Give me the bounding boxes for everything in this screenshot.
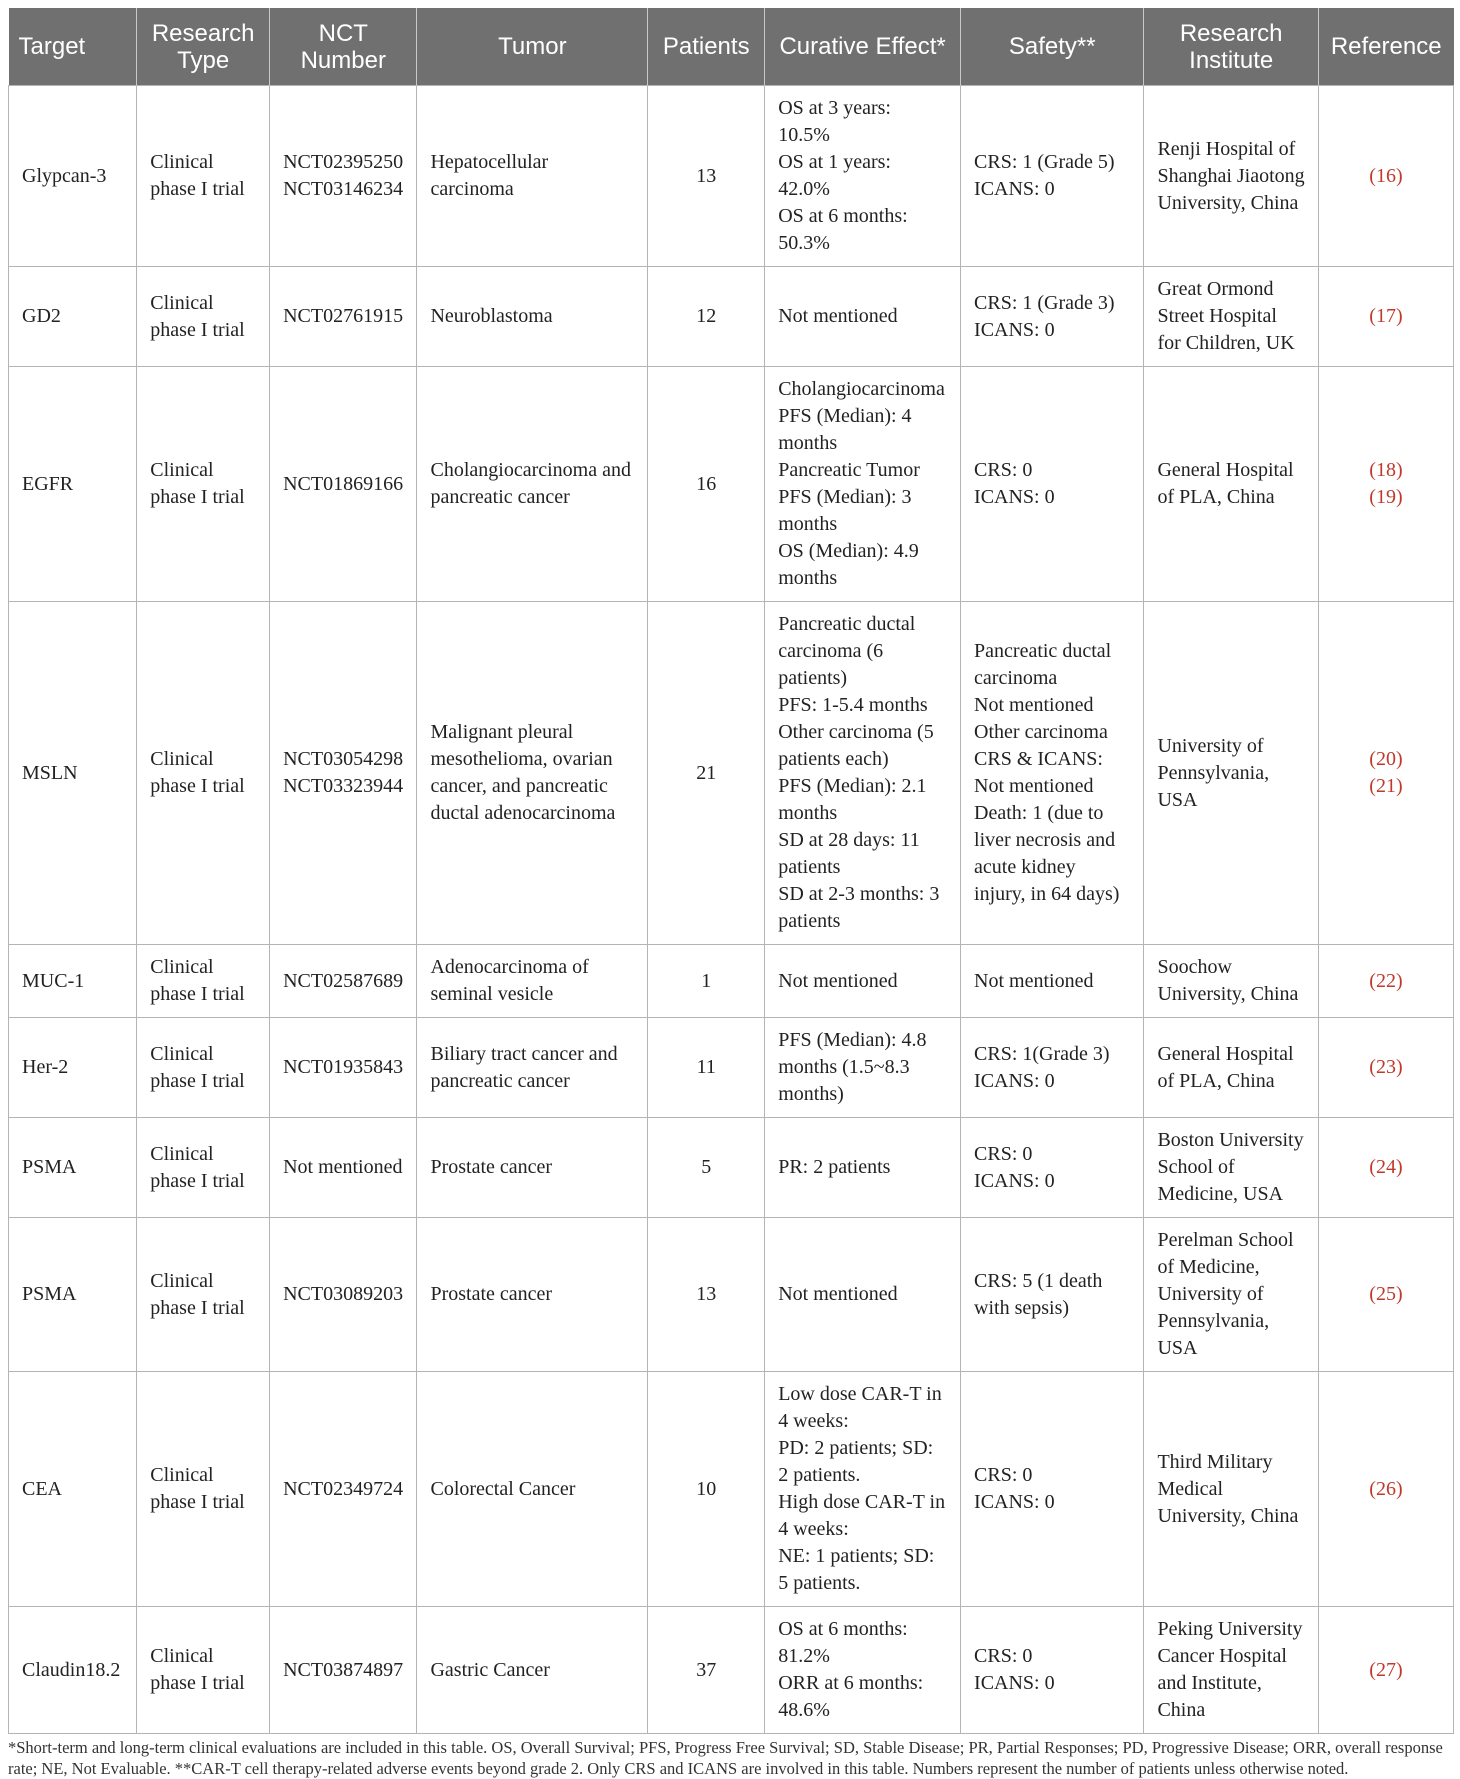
cell-safety — [961, 945, 1144, 1018]
cell-tumor-text: Hepatocellular carcinoma — [430, 151, 549, 200]
clinical-trials-table — [8, 8, 1454, 1734]
cell-patients-text: 13 — [696, 164, 717, 187]
reference-close-paren: ) — [1395, 748, 1403, 770]
cell-curative-effect — [765, 1372, 961, 1607]
cell-reference — [1318, 945, 1453, 1018]
cell-patients — [648, 1018, 765, 1118]
cell-research-type — [137, 1218, 270, 1372]
cell-patients — [648, 267, 765, 367]
cell-safety — [961, 267, 1144, 367]
cell-curative-effect-text: Low dose CAR-T in 4 weeks: PD: 2 patients; SD: 2 patients. High dose CAR-T in 4 weeks: NE: 1 patients; SD: 5 patients. — [778, 1383, 946, 1594]
reference-link[interactable] — [1332, 457, 1440, 484]
cell-target — [9, 1018, 137, 1118]
table-row — [9, 367, 1454, 602]
reference-close-paren: ) — [1395, 775, 1403, 797]
cell-patients — [648, 1118, 765, 1218]
reference-close-paren: ) — [1395, 1658, 1403, 1681]
cell-patients-text: 21 — [696, 761, 717, 784]
cell-safety-text: CRS: 0 ICANS: 0 — [974, 1142, 1055, 1192]
header-target: Target — [9, 8, 137, 86]
reference-number: 22 — [1375, 969, 1396, 992]
cell-curative-effect-text: Not mentioned — [778, 1283, 898, 1305]
cell-target — [9, 367, 137, 602]
reference-open-paren: ( — [1369, 748, 1376, 770]
cell-reference — [1318, 1607, 1453, 1734]
reference-open-paren: ( — [1369, 969, 1376, 992]
cell-target — [9, 945, 137, 1018]
cell-nct-number — [270, 1118, 417, 1218]
reference-open-paren: ( — [1369, 486, 1376, 508]
cell-curative-effect-text: Pancreatic ductal carcinoma (6 patients) PFS: 1-5.4 months Other carcinoma (5 patients each) PFS (Median): 2.1 months SD at 28 days: 11 patients SD at 2-3 months: 3 patients — [778, 613, 940, 932]
cell-safety-text: CRS: 1(Grade 3) ICANS: 0 — [974, 1042, 1110, 1092]
reference-number: 18 — [1375, 459, 1396, 481]
table-body — [9, 86, 1454, 1734]
reference-number: 17 — [1375, 305, 1396, 327]
reference-link[interactable] — [1332, 303, 1440, 330]
cell-research-type — [137, 1018, 270, 1118]
cell-research-institute-text: Third Military Medical University, China — [1157, 1450, 1299, 1527]
reference-link[interactable] — [1332, 1657, 1440, 1684]
cell-nct-number-text: NCT02395250 NCT03146234 — [283, 151, 404, 200]
cell-patients-text: 16 — [696, 472, 717, 495]
reference-close-paren: ) — [1395, 305, 1403, 327]
cell-research-institute — [1144, 86, 1318, 267]
cell-tumor — [417, 86, 648, 267]
cell-research-institute — [1144, 367, 1318, 602]
table-row — [9, 1118, 1454, 1218]
cell-patients — [648, 1218, 765, 1372]
cell-reference — [1318, 367, 1453, 602]
table-row — [9, 267, 1454, 367]
cell-curative-effect-text: PFS (Median): 4.8 months (1.5~8.3 months) — [778, 1029, 927, 1105]
table-footnote: *Short-term and long-term clinical evaluations are included in this table. OS, Overall Survival; PFS, Progress Free Survival; SD, Stable Disease; PR, Partial Responses; PD, Progressive Disease; ORR, overall response rate; NE, Not Evaluable. **CAR-T cell therapy-related adverse events beyond grade 2. Only CRS and ICANS are involved in this table. Numbers represent the number of patients unless otherwise noted. — [8, 1738, 1443, 1778]
cell-safety — [961, 1118, 1144, 1218]
reference-link[interactable] — [1332, 1154, 1440, 1181]
cell-research-institute-text: Great Ormond Street Hospital for Children, UK — [1157, 278, 1295, 354]
reference-open-paren: ( — [1369, 305, 1376, 327]
header-tumor: Tumor — [417, 8, 648, 86]
reference-number: 19 — [1375, 486, 1396, 508]
cell-research-type-text: Clinical phase I trial — [150, 151, 245, 200]
cell-nct-number — [270, 602, 417, 945]
cell-target-text: Her-2 — [22, 1056, 69, 1078]
cell-reference — [1318, 1118, 1453, 1218]
reference-open-paren: ( — [1369, 1283, 1376, 1305]
table-row — [9, 86, 1454, 267]
cell-patients-text: 10 — [696, 1477, 717, 1500]
cell-nct-number-text: NCT03054298 NCT03323944 — [283, 748, 404, 797]
cell-research-institute-text: Renji Hospital of Shanghai Jiaotong University, China — [1157, 137, 1305, 214]
cell-target — [9, 602, 137, 945]
cell-nct-number-text: NCT01935843 — [283, 1056, 404, 1078]
cell-research-type-text: Clinical phase I trial — [150, 1645, 245, 1694]
cell-curative-effect — [765, 1607, 961, 1734]
reference-link[interactable] — [1332, 163, 1440, 190]
cell-safety-text: CRS: 0 ICANS: 0 — [974, 1645, 1055, 1694]
cell-research-type — [137, 945, 270, 1018]
cell-research-type-text: Clinical phase I trial — [150, 291, 245, 341]
cell-target-text: GD2 — [22, 305, 61, 327]
reference-close-paren: ) — [1395, 459, 1403, 481]
table-row — [9, 1218, 1454, 1372]
cell-nct-number — [270, 267, 417, 367]
cell-safety-text: Pancreatic ductal carcinoma Not mentioned Other carcinoma CRS & ICANS: Not mentioned Death: 1 (due to liver necrosis and acute kidney injury, in 64 days) — [974, 640, 1120, 905]
cell-target — [9, 1118, 137, 1218]
cell-tumor-text: Cholangiocarcinoma and pancreatic cancer — [430, 459, 631, 508]
cell-target-text: Claudin18.2 — [22, 1658, 121, 1681]
cell-target — [9, 267, 137, 367]
cell-research-type — [137, 1372, 270, 1607]
cell-research-type — [137, 602, 270, 945]
cell-tumor — [417, 1018, 648, 1118]
reference-close-paren: ) — [1395, 1477, 1403, 1500]
cell-patients-text: 13 — [696, 1283, 717, 1305]
header-nct-number: NCT Number — [270, 8, 417, 86]
header-research-type: Research Type — [137, 8, 270, 86]
header-research-institute: Research Institute — [1144, 8, 1318, 86]
header-safety: Safety** — [961, 8, 1144, 86]
cell-nct-number-text: NCT02349724 — [283, 1477, 404, 1500]
cell-reference — [1318, 267, 1453, 367]
cell-patients-text: 5 — [701, 1156, 712, 1178]
cell-target-text: MUC-1 — [22, 969, 85, 992]
cell-research-institute-text: Soochow University, China — [1157, 956, 1299, 1005]
reference-close-paren: ) — [1395, 969, 1403, 992]
cell-tumor-text: Biliary tract cancer and pancreatic cancer — [430, 1042, 618, 1092]
cell-nct-number-text: NCT02587689 — [283, 969, 404, 992]
cell-tumor — [417, 1607, 648, 1734]
reference-number: 16 — [1375, 164, 1396, 187]
cell-curative-effect — [765, 1018, 961, 1118]
cell-target — [9, 1372, 137, 1607]
cell-nct-number-text: NCT01869166 — [283, 472, 404, 495]
reference-close-paren: ) — [1395, 1156, 1403, 1178]
cell-patients — [648, 602, 765, 945]
cell-research-institute-text: Perelman School of Medicine, University of Pennsylvania, USA — [1157, 1229, 1294, 1359]
cell-patients — [648, 945, 765, 1018]
cell-research-institute — [1144, 1607, 1318, 1734]
cell-tumor — [417, 1218, 648, 1372]
table-row — [9, 1018, 1454, 1118]
cell-research-type — [137, 1118, 270, 1218]
cell-safety-text: CRS: 0 ICANS: 0 — [974, 459, 1055, 508]
reference-open-paren: ( — [1369, 164, 1376, 187]
cell-safety-text: Not mentioned — [974, 969, 1094, 992]
cell-tumor-text: Malignant pleural mesothelioma, ovarian cancer, and pancreatic ductal adenocarcinoma — [430, 721, 616, 824]
cell-tumor-text: Prostate cancer — [430, 1283, 553, 1305]
cell-reference — [1318, 1018, 1453, 1118]
cell-safety-text: CRS: 1 (Grade 5) ICANS: 0 — [974, 151, 1115, 200]
cell-curative-effect — [765, 367, 961, 602]
cell-patients-text: 37 — [696, 1658, 717, 1681]
cell-research-type — [137, 367, 270, 602]
reference-link[interactable] — [1332, 484, 1440, 511]
cell-safety-text: CRS: 0 ICANS: 0 — [974, 1464, 1055, 1513]
table-row — [9, 945, 1454, 1018]
cell-target — [9, 86, 137, 267]
cell-curative-effect — [765, 267, 961, 367]
reference-number: 20 — [1375, 748, 1396, 770]
cell-tumor — [417, 1118, 648, 1218]
reference-number: 23 — [1375, 1056, 1396, 1078]
cell-research-institute — [1144, 602, 1318, 945]
reference-close-paren: ) — [1395, 486, 1403, 508]
cell-research-type-text: Clinical phase I trial — [150, 459, 245, 508]
cell-curative-effect-text: Cholangiocarcinoma PFS (Median): 4 months Pancreatic Tumor PFS (Median): 3 months OS (Median): 4.9 months — [778, 378, 945, 589]
reference-number: 27 — [1375, 1658, 1396, 1681]
cell-nct-number — [270, 86, 417, 267]
cell-research-type-text: Clinical phase I trial — [150, 748, 245, 797]
reference-close-paren: ) — [1395, 164, 1403, 187]
cell-target-text: EGFR — [22, 472, 74, 495]
cell-patients-text: 11 — [696, 1056, 716, 1078]
cell-tumor-text: Gastric Cancer — [430, 1658, 550, 1681]
cell-safety — [961, 602, 1144, 945]
header-reference: Reference — [1318, 8, 1453, 86]
cell-target-text: Glypcan-3 — [22, 164, 107, 187]
cell-research-type — [137, 1607, 270, 1734]
cell-reference — [1318, 602, 1453, 945]
cell-tumor — [417, 602, 648, 945]
cell-research-institute — [1144, 1218, 1318, 1372]
reference-link[interactable] — [1332, 968, 1440, 995]
cell-research-type — [137, 267, 270, 367]
table-header-row — [9, 8, 1454, 86]
reference-open-paren: ( — [1369, 459, 1376, 481]
cell-tumor — [417, 267, 648, 367]
table-row — [9, 1372, 1454, 1607]
header-patients: Patients — [648, 8, 765, 86]
cell-tumor-text: Prostate cancer — [430, 1156, 553, 1178]
cell-nct-number-text: NCT02761915 — [283, 305, 404, 327]
cell-safety — [961, 367, 1144, 602]
cell-research-type-text: Clinical phase I trial — [150, 1142, 245, 1192]
cell-reference — [1318, 1218, 1453, 1372]
table-row — [9, 602, 1454, 945]
cell-safety — [961, 1018, 1144, 1118]
reference-close-paren: ) — [1395, 1056, 1403, 1078]
cell-curative-effect — [765, 1118, 961, 1218]
cell-target — [9, 1218, 137, 1372]
cell-reference — [1318, 86, 1453, 267]
cell-tumor-text: Colorectal Cancer — [430, 1477, 576, 1500]
cell-target — [9, 1607, 137, 1734]
cell-safety-text: CRS: 5 (1 death with sepsis) — [974, 1269, 1103, 1319]
cell-nct-number — [270, 367, 417, 602]
cell-safety-text: CRS: 1 (Grade 3) ICANS: 0 — [974, 291, 1115, 341]
cell-curative-effect — [765, 945, 961, 1018]
cell-reference — [1318, 1372, 1453, 1607]
cell-target-text: PSMA — [22, 1156, 77, 1178]
cell-research-institute-text: General Hospital of PLA, China — [1157, 1042, 1294, 1092]
reference-open-paren: ( — [1369, 1156, 1376, 1178]
reference-number: 21 — [1375, 775, 1396, 797]
cell-patients-text: 1 — [701, 969, 712, 992]
reference-number: 26 — [1375, 1477, 1396, 1500]
cell-curative-effect-text: PR: 2 patients — [778, 1156, 891, 1178]
cell-nct-number-text: NCT03089203 — [283, 1283, 404, 1305]
cell-patients-text: 12 — [696, 305, 717, 327]
cell-research-institute-text: Boston University School of Medicine, USA — [1157, 1129, 1304, 1205]
cell-curative-effect-text: OS at 6 months: 81.2% ORR at 6 months: 48.6% — [778, 1618, 924, 1721]
cell-nct-number — [270, 1018, 417, 1118]
reference-link[interactable] — [1332, 1476, 1440, 1503]
cell-research-type-text: Clinical phase I trial — [150, 1464, 245, 1513]
cell-tumor — [417, 367, 648, 602]
reference-link[interactable] — [1332, 746, 1440, 773]
reference-link[interactable] — [1332, 1281, 1440, 1308]
cell-curative-effect — [765, 86, 961, 267]
reference-close-paren: ) — [1395, 1283, 1403, 1305]
cell-safety — [961, 1218, 1144, 1372]
cell-tumor-text: Adenocarcinoma of seminal vesicle — [430, 956, 589, 1005]
cell-safety — [961, 1372, 1144, 1607]
reference-open-paren: ( — [1369, 1056, 1376, 1078]
cell-research-institute-text: General Hospital of PLA, China — [1157, 459, 1294, 508]
cell-curative-effect-text: OS at 3 years: 10.5% OS at 1 years: 42.0% OS at 6 months: 50.3% — [778, 97, 908, 254]
cell-nct-number — [270, 1372, 417, 1607]
cell-nct-number — [270, 1607, 417, 1734]
reference-link[interactable] — [1332, 773, 1440, 800]
reference-open-paren: ( — [1369, 1477, 1376, 1500]
cell-research-institute — [1144, 1018, 1318, 1118]
cell-tumor — [417, 945, 648, 1018]
cell-research-institute-text: University of Pennsylvania, USA — [1157, 734, 1270, 811]
cell-curative-effect-text: Not mentioned — [778, 305, 898, 327]
cell-curative-effect — [765, 602, 961, 945]
cell-nct-number-text: NCT03874897 — [283, 1658, 404, 1681]
cell-tumor — [417, 1372, 648, 1607]
table-row — [9, 1607, 1454, 1734]
cell-patients — [648, 1607, 765, 1734]
cell-research-institute-text: Peking University Cancer Hospital and Institute, China — [1157, 1618, 1303, 1721]
reference-link[interactable] — [1332, 1054, 1440, 1081]
cell-target-text: PSMA — [22, 1283, 77, 1305]
cell-nct-number-text: Not mentioned — [283, 1156, 403, 1178]
cell-curative-effect — [765, 1218, 961, 1372]
cell-target-text: MSLN — [22, 761, 78, 784]
reference-open-paren: ( — [1369, 1658, 1376, 1681]
cell-research-type-text: Clinical phase I trial — [150, 1269, 245, 1319]
cell-patients — [648, 1372, 765, 1607]
cell-research-type-text: Clinical phase I trial — [150, 956, 245, 1005]
cell-research-type — [137, 86, 270, 267]
cell-tumor-text: Neuroblastoma — [430, 305, 553, 327]
cell-patients — [648, 367, 765, 602]
table-container — [8, 8, 1454, 1779]
cell-nct-number — [270, 945, 417, 1018]
cell-research-institute — [1144, 1118, 1318, 1218]
cell-research-type-text: Clinical phase I trial — [150, 1042, 245, 1092]
cell-safety — [961, 1607, 1144, 1734]
cell-target-text: CEA — [22, 1477, 62, 1500]
cell-safety — [961, 86, 1144, 267]
cell-nct-number — [270, 1218, 417, 1372]
reference-number: 24 — [1375, 1156, 1396, 1178]
reference-number: 25 — [1375, 1283, 1396, 1305]
cell-curative-effect-text: Not mentioned — [778, 969, 898, 992]
cell-patients — [648, 86, 765, 267]
cell-research-institute — [1144, 267, 1318, 367]
reference-open-paren: ( — [1369, 775, 1376, 797]
cell-research-institute — [1144, 945, 1318, 1018]
header-curative-effect: Curative Effect* — [765, 8, 961, 86]
cell-research-institute — [1144, 1372, 1318, 1607]
